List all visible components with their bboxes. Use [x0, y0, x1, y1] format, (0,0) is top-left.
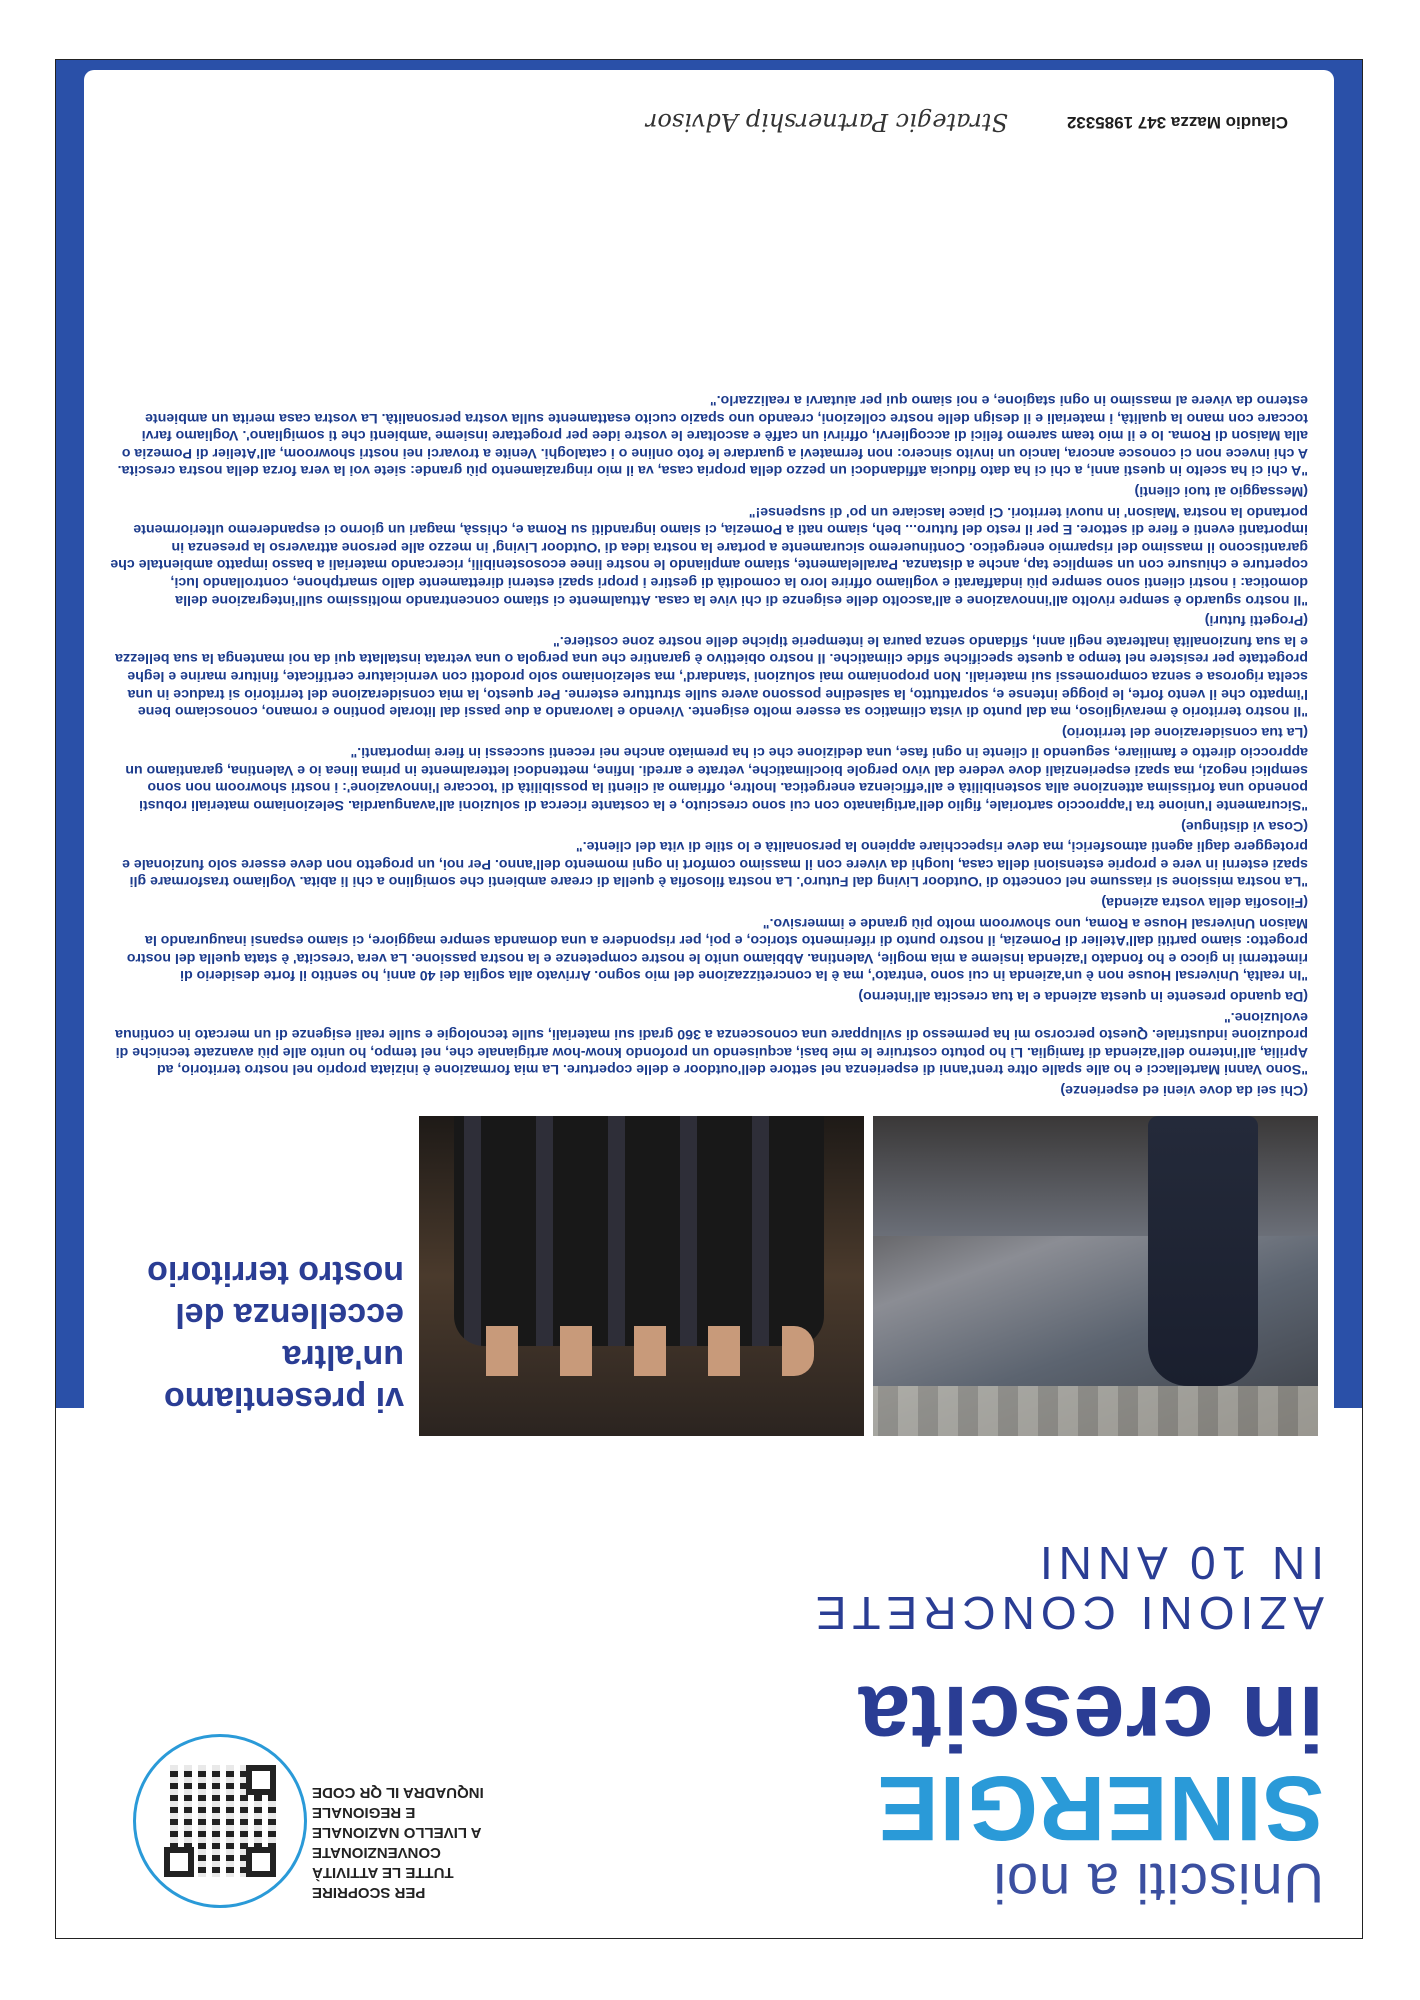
answer: "A chi ci ha scelto in questi anni, a chi ci ha dato fiducia affidandoci un pezzo della propria casa, va il mio ringraziamento più grande: siete voi la vera forza della nostra crescita. A chi invece non ci conosce ancora, lancio un invito sincero: non fermatevi a guardare le foto online o i cataloghi. Venite a trovarci nei nostri showroom, all'Atelier di Pomezia o alla Maison di Roma. Io e il mio team saremo felici di accogliervi, offrirvi un caffè e ascoltare le vostre idee per progettare insieme 'ambienti che ti somigliano'. Vogliamo farvi toccare con mano la qualità, i materiali e il design delle nostre collezioni, creando uno spazio cucito esattamente sulla vostra personalità. La vostra casa merita un ambiente esterno da vivere al massimo in ogni stagione, e noi siamo qui per aiutarvi a realizzarlo." — [117, 392, 1308, 479]
heading-line: eccellenza del — [175, 1296, 404, 1334]
qr-finder-icon — [246, 1765, 276, 1795]
title-line-1: Unisciti a noi — [992, 1852, 1324, 1915]
heading-line: nostro territorio — [147, 1254, 404, 1292]
card-heading — [104, 1252, 404, 1420]
answer: "In realtà, Universal House non è un'azienda in cui sono 'entrato', ma è la concretizzazione del mio sogno. Arrivato alla soglia dei 40 anni, ho sentito il forte desiderio di rimettermi in gioco e ho fondato l'azienda insieme a mia moglie, Valentina. Abbiamo unito le nostre competenze e la nostra passione. La vera 'crescita' è stata quella del nostro progetto: siamo partiti dall'Atelier di Pomezia, il nostro punto di riferimento storico, e poi, per rispondere a una domanda sempre maggiore, ci siamo espansi inaugurando la Maison Universal House a Roma, uno showroom molto più grande e immersivo." — [126, 914, 1308, 984]
answer: "Il nostro sguardo è sempre rivolto all'innovazione e all'ascolto delle esigenze di chi vive la casa. Attualmente ci stiamo concentrando moltissimo sull'integrazione della domotica: i nostri clienti sono sempre più indaffarati e vogliamo offrire loro la comodità di gestire i propri spazi esterni direttamente dallo smartphone, controllando luci, coperture e chiusure con un semplice tap, anche a distanza. Parallelamente, stiamo ampliando le nostre linee ecosostenibili, ricercando materiali a basso impatto ambientale che garantiscono il massimo del risparmio energetico. Continueremo sicuramente a portare la nostra idea di 'Outdoor Living' in mezzo alle persone attraverso la presenza in importanti eventi e fiere di settore. E per il resto del futuro... beh, siamo nati a Pomezia, ci siamo ingranditi su Roma e, chissà, magari un giorno ci espanderemo ulteriormente portando la nostra 'Maison' in nuovi territori. Ci piace lasciare un po' di suspense!" — [110, 503, 1308, 608]
qr-instructions — [312, 1782, 572, 1902]
signature-role: Strategic Partnership Advisor — [645, 108, 1008, 136]
qr-line: CONVENZIONATE — [312, 1844, 441, 1861]
question: (Filosofia della vostra azienda) — [1101, 894, 1308, 911]
signature-name: Claudio Mazza 347 1985332 — [1066, 113, 1288, 132]
question: (La tua considerazione del territorio) — [1062, 723, 1308, 740]
qr-badge[interactable] — [133, 1734, 307, 1908]
subtitle-2: IN 10 ANNI — [1033, 1537, 1324, 1589]
heading-line: un'altra — [282, 1338, 404, 1376]
answer: "Sicuramente l'unione tra l'approccio sartoriale, figlio dell'artigianato con cui sono cresciuto, e la costante ricerca di soluzioni all'avanguardia. Selezioniamo materiali robusti ponendo una fortissima attenzione alla sostenibilità e all'efficienza energetica. Inoltre, offriamo ai clienti la possibilità di 'toccare l'innovazione': i nostri showroom non sono semplici negozi, ma spazi esperienziali dove vedere dal vivo pergole bioclimatiche, vetrate e arredi. Infine, mettendoci letteralmente in prima linea io e Valentina, garantiamo un approccio diretto e familiare, seguendo il cliente in ogni fase, una dedizione che ci ha premiato anche nei recenti successi in fiere importanti." — [125, 744, 1308, 814]
answer: "La nostra missione si riassume nel concetto di 'Outdoor Living dal Futuro'. La nostra filosofia è quella di creare ambienti che somiglino a chi li abita. Vogliamo trasformare gli spazi esterni in vere e proprie estensioni della casa, luoghi da vivere con il massimo comfort in ogni momento dell'anno. Per noi, un progetto non deve essere solo funzionale e proteggere dagli agenti atmosferici, ma deve rispecchiare appieno la personalità e lo stile di vita del cliente." — [122, 838, 1308, 890]
qr-line: PER SCOPRIRE — [312, 1884, 426, 1901]
answer: "Il nostro territorio è meraviglioso, ma dal punto di vista climatico sa essere molto esigente. Vivendo e lavorando a due passi dal litorale pontino e romano, conosciamo bene l'impatto che il vento forte, le piogge intense e, soprattutto, la salsedine possono avere sulle strutture esterne. Per questo, la mia considerazione del territorio si traduce in una scelta rigorosa e senza compromessi sui materiali. Non proponiamo mai soluzioni 'standard', ma selezioniamo solo prodotti con verniciature certificate, finiture marine e leghe progettate per resistere nel tempo a queste specifiche sfide climatiche. Il nostro obiettivo è garantire che una pergola o una vetrata installata qui da noi mantenga la sua bellezza e la sua funzionalità inalterate negli anni, sfidando senza paura le intemperie tipiche delle nostre zone costiere." — [115, 632, 1308, 720]
photo-showroom — [873, 1116, 1318, 1436]
heading-line: vi presentiamo — [164, 1380, 404, 1418]
subtitle-1: AZIONI CONCRETE — [809, 1587, 1324, 1639]
question: (Progetti futuri) — [1204, 612, 1308, 629]
question: (Messaggio ai tuoi clienti) — [1134, 483, 1308, 499]
qr-code-icon[interactable] — [164, 1765, 276, 1877]
title-line-3: in crescita — [857, 1667, 1324, 1769]
photo-team — [419, 1116, 864, 1436]
interview-card — [84, 70, 1334, 1450]
qr-line: TUTTE LE ATTIVITÀ — [312, 1864, 454, 1881]
header — [56, 1408, 1362, 1938]
question: (Cosa vi distingue) — [1181, 817, 1308, 834]
answer: "Sono Vanni Martellacci e ho alle spalle oltre trent'anni di esperienza nel settore dell'outdoor e delle coperture. La mia formazione è iniziata proprio nel nostro territorio, ad Aprilia, all'interno dell'azienda di famiglia. Lì ho potuto costruire le mie basi, acquisendo un profondo know-how artigianale che, nel tempo, ho unito alle più avanzate tecniche di produzione industriale. Questo percorso mi ha permesso di sviluppare una conoscenza a 360 gradi sui materiali, sulle tecnologie e sulle reali esigenze di un mercato in continua evoluzione." — [115, 1008, 1308, 1078]
question: (Da quando presente in questa azienda e la tua crescita all'interno) — [858, 988, 1308, 1005]
qr-finder-icon — [246, 1847, 276, 1877]
flyer-frame — [55, 59, 1363, 1939]
qr-line: A LIVELLO NAZIONALE — [312, 1824, 482, 1841]
qr-line: E REGIONALE — [312, 1804, 416, 1821]
question: (Chi sei da dove vieni ed esperienze) — [1060, 1082, 1308, 1098]
signature — [108, 98, 1308, 138]
qr-finder-icon — [164, 1847, 194, 1877]
title-line-2: SINERGIE — [876, 1757, 1324, 1859]
qr-line: INQUADRA IL QR CODE — [312, 1784, 484, 1801]
interview-body — [108, 387, 1308, 1098]
